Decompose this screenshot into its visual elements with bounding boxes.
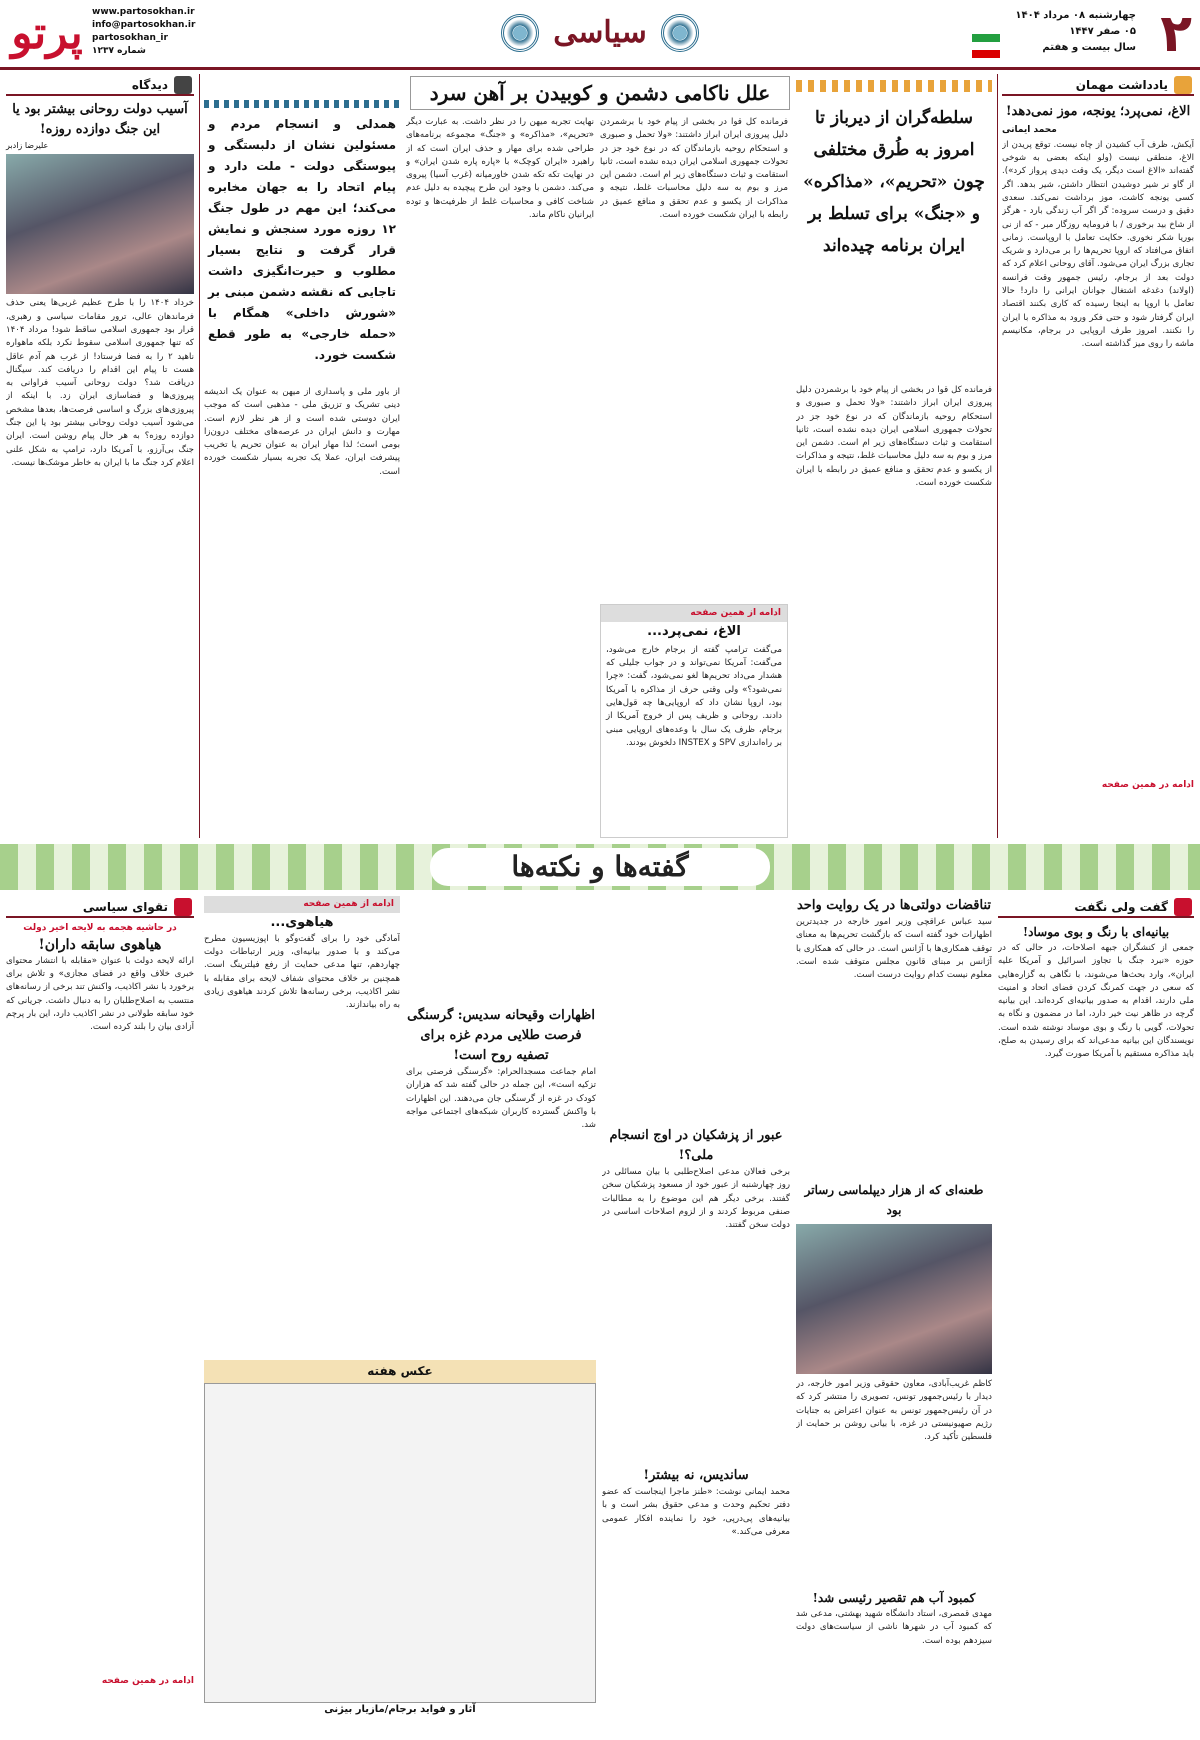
- newspaper-icon: [174, 898, 192, 916]
- continuation-box: [204, 896, 400, 1196]
- article-title: هیاهوی سابقه داران!: [38, 936, 162, 953]
- political-piety: [6, 896, 194, 1732]
- article-body: برخی فعالان مدعی اصلاح‌طلبی با بیان مسائلی در روز چهارشنبه از عبور خود از مسعود پزشکیان سخن گفتند. برخی دیگر هم این موضوع را به مطالبات صنفی مربوط کردند و از لزوم اصلاحات اساسی در دولت سخن گفتند.: [602, 1167, 790, 1231]
- article-title: اظهارات وقیحانه سدیس: گرسنگی فرصت طلایی مردم غزه برای تصفیه روح است!: [407, 1008, 595, 1063]
- cartoon-box: [204, 1360, 596, 1732]
- viewpoint: [6, 74, 194, 838]
- column-label: دیدگاه: [6, 74, 194, 96]
- article-body: ارائه لایحه دولت با عنوان «مقابله با انتشار محتوای خبری خلاف واقع در فضای مجازی» و تلاش برای برخورد با نشر اکاذیب، واکنش تند برخی از رسانه‌های منتسب به اصلاح‌طلبان را به دنبال داشت. جریانی که خود سابقه طولانی در نشر اکاذیب دارد، این بار پرچم آزادی بیان را بلند کرده است.: [6, 955, 194, 1033]
- cartoon-image: [204, 1383, 596, 1703]
- continuation-label: ادامه از همین صفحه: [601, 605, 787, 622]
- article-title: بیانیه‌ای با رنگ و بوی موساد!: [1022, 925, 1170, 939]
- article-body: آیکش، ظرف آب کشیدن از چاه نیست. توقع پریدن از الاغ، منطقی نیست (ولو اینکه بعضی به شوخی گفته‌اند «الاغ است دیگر، یک وقت دیدی پرواز کرد»). از گاو نر شیر دوشیدن انتظار داشتن، شیر بدهد. اگر کسی یونجه کاشت، موز برداشت نمی‌کند. سعدی دقیق و درست سروده: گر اگر آب زندگی بارد - هرگز از شاخ بید برخوری / با فرومایه روزگار مبر - که از نی بوریا شکر نخوری. حکایت تعامل با اروپاست. زمانی اتفاق می‌افتاد که اروپا تحریم‌ها را بر می‌دارد و شریک تجاری بزرگ ایران می‌شود. آقای روحانی اعلام کرد که دولت بعد از برجام، رئیس جمهور وقت فرانسه (اولاند) دغدغه اشتغال جوانان ایرانی را دارد! حالا تعامل با اروپا به اینجا رسیده که کاری بکنند اقتصاد ایران گرفتار شود و حتی فکر ورود به مذاکره با ایران را نکنند. امروز طرف اروپایی در برجام، مکانیسم ماشه را روی میز گذاشته است.: [1002, 139, 1194, 350]
- ornament-band: [204, 100, 400, 108]
- article-body: امام جماعت مسجدالحرام: «گرسنگی فرصتی برای تزکیه است»، این جمله در حالی گفته شد که هزاران کودک در غزه از گرسنگی جان می‌دهند. این اظهارات با واکنش گسترده کاربران شبکه‌های اجتماعی مواجه شد.: [406, 1067, 596, 1131]
- article-body: سید عباس عراقچی وزیر امور خارجه در جدیدترین اظهارات خود گفته است که بازگشت تحریم‌ها به معنای توقف همکاری‌ها با آژانس است. در حالی که همکاری با آژانس بر مبنای قانون مجلس متوقف شده است. معلوم نیست کدام روایت درست است.: [796, 917, 992, 981]
- divider: [199, 74, 200, 838]
- date-block: [1015, 8, 1136, 56]
- continuation-body: آمادگی خود را برای گفت‌وگو با اپوزیسیون مطرح می‌کند و با صدور بیانیه‌ای، وزیر ارتباطات دولت چهاردهم، تنها مدعی حمایت از رفع فیلترینگ است. همچنین بر خلاف محتوای شفاف لایحه برای مقابله با نشر اکاذیب، برخی رسانه‌ها تلاش کردند هیاهوی زیادی به راه بیاندازند.: [204, 933, 400, 1011]
- article-body: از باور ملی و پاسداری از میهن به عنوان یک اندیشه دینی تشریک و تزریق ملی - مذهبی است که موجب ایران دوستی شده است و از هر نظر لازم است. مهارت و دانش ایران در عرصه‌های مختلف درون‌زا بومی است؛ لذا مهار ایران به عنوان تحریم یا تخریب پیشرفت ایران، عملا یک تجربه بسیار شکست خورده است.: [204, 387, 400, 477]
- main-headline: علل ناکامی دشمن و کوبیدن بر آهن سرد: [410, 76, 790, 110]
- email-link[interactable]: info@partosokhan.ir: [92, 20, 196, 30]
- continue-link[interactable]: ادامه در همین صفحه: [101, 1675, 194, 1686]
- kicker: در حاشیه هجمه به لایحه اخیر دولت: [23, 923, 177, 933]
- article-body: فرمانده کل قوا در بخشی از پیام خود با برشمردن دلیل پیروزی ایران ابراز داشتند: «ولا تحمل و صبوری و استحکام روحیه بازماندگان که در نوع خود جز در تحولات جمهوری اسلامی ایران دیده نشده است، ثانیا استقامت و ثبات دستگاه‌های زیر ام است. دشمن این مرز و بوم به سه دلیل محاسبات غلط، نتیجه و مذاکرات از یکسو و عدم تحقق و منافع عمیق در رابطه با ایران شکست خورده است.: [600, 117, 788, 221]
- article-title: آسیب دولت روحانی بیشتر بود یا این جنگ دوازده روزه!: [12, 102, 188, 137]
- article-body: فرمانده کل قوا در بخشی از پیام خود با برشمردن دلیل پیروزی ایران ابراز داشتند: «ولا تحمل و صبوری و استحکام روحیه بازماندگان که در نوع خود جز در تحولات جمهوری اسلامی ایران دیده نشده است، ثانیا استقامت و ثبات دستگاه‌های زیر ام است. دشمن این مرز و بوم به سه دلیل محاسبات غلط، نتیجه و مذاکرات از یکسو و عدم تحقق و منافع عمیق در رابطه با ایران شکست خورده است.: [796, 385, 992, 489]
- article-title: الاغ، نمی‌پرد؛ یونجه، موز نمی‌دهد!: [1005, 104, 1191, 119]
- highlight-text: همدلی و انسجام مردم و مسئولین نشان از دلبستگی و پیوستگی دولت - ملت دارد و پیام اتحاد را به جهان مخابره می‌کند؛ این مهم در طول جنگ ۱۲ روزه مورد سنجش و نمایش قرار گرفت و نتایج بسیار مطلوب و حیرت‌انگیزی داشت تاجایی که نقشه دشمن مبنی بر «شورش داخلی» همگام با «حمله خارجی» به طور قطع شکست خورد.: [208, 117, 396, 362]
- page-header: [0, 0, 1200, 70]
- issue-number: شماره ۱۲۳۷: [92, 46, 146, 56]
- continuation-title: هیاهوی...: [270, 914, 334, 930]
- column-label: تقوای سیاسی: [6, 896, 194, 918]
- article-body: مهدی قمصری، استاد دانشگاه شهید بهشتی، مدعی شد که کمبود آب در شهرها ناشی از سیاست‌های دولت سیزدهم بوده است.: [796, 1609, 992, 1646]
- continue-link[interactable]: ادامه در همین صفحه: [1101, 779, 1194, 790]
- said-not-said: [998, 896, 1194, 1732]
- quote-text: سلطه‌گران از دیرباز تا امروز به طُرق مختلفی چون «تحریم»، «مذاکره» و «جنگ» برای تسلط بر ایران برنامه چیده‌اند: [803, 108, 985, 256]
- continuation-title: الاغ، نمی‌پرد...: [647, 623, 741, 639]
- highlight-box: [204, 100, 400, 376]
- ornament-band: [796, 80, 992, 92]
- article-body: کاظم غریب‌آبادی، معاون حقوقی وزیر امور خارجه، در دیدار با رئیس‌جمهور تونس، تصویری را منتشر کرد که در آن رئیس‌جمهور تونس به عنوان اعتراض به جنایات رژیم صهیونیستی در غزه، با بیانی روشن بر حمایت از فلسطین تأکید کرد.: [796, 1379, 992, 1443]
- banner-title: گفته‌ها و نکته‌ها: [430, 848, 770, 886]
- news-column: [406, 896, 596, 1196]
- pull-quote: [796, 80, 992, 380]
- author: محمد ایمانی: [1002, 125, 1057, 135]
- ornament-icon: [501, 14, 539, 52]
- article-title: ساندیس، نه بیشتر!: [643, 1468, 749, 1483]
- date-line: ۰۵ صفر ۱۴۴۷: [1069, 26, 1136, 37]
- guest-note: [1002, 74, 1194, 838]
- article-title: کمبود آب هم تقصیر رئیسی شد!: [812, 1591, 976, 1605]
- article-title: عبور از پزشکیان در اوج انسجام ملی؟!: [609, 1128, 783, 1163]
- cartoon-label: عکس هفته: [204, 1360, 596, 1383]
- continuation-label: ادامه از همین صفحه: [204, 896, 400, 913]
- author: علیرضا زادبر: [6, 141, 49, 150]
- article-body: جمعی از کنشگران جبهه اصلاحات، در حالی که در حوزه «نبرد جنگ با تجاوز اسرائیل و آمریکا علیه ایران»، وارد بحث‌ها می‌شوند، با نگاهی به گزاره‌هایی که سعی در جهت کمرنگ کردن فضای اتحاد و امنیت ملی دارند، اقدام به صدور بیانیه‌ای کرده‌اند. این بیانیه گرچه در ظاهر نیت خیر دارد، اما در مضمون و نگاه به تحولات، گویی با رنگ و بوی موساد نوشته شده است. نویسندگان این بیانیه مدعی‌اند که برای رسیدن به صلح، باید مذاکره مستقیم با آمریکا صورت گیرد.: [998, 943, 1194, 1060]
- article-title: تناقضات دولتی‌ها در یک روایت واحد: [796, 898, 992, 913]
- date-line: سال بیست و هفتم: [1042, 42, 1136, 53]
- logo: پرتو: [11, 8, 83, 59]
- page-number: ۲: [1160, 4, 1192, 64]
- glasses-icon: [174, 76, 192, 94]
- column-label: یادداشت مهمان: [1002, 74, 1194, 96]
- divider: [997, 74, 998, 838]
- news-column: [796, 896, 992, 1732]
- article-body: نهایت تجربه میهن را در نظر داشت. به عبارت دیگر «تحریم»، «مذاکره» و «جنگ» مجموعه برنامه‌های طراحی شده برای مهار و حذف ایران است که از راهبرد «ایران کوچک» با «پاره پاره شدن ایران» و در نهایت تکه تکه شدن خاورمیانه (غرب آسیا) پیروی می‌کند. دشمن با وجود این طرح پیچیده به دلیل عدم شناخت کافی و محاسبات غلط از ظرفیت‌ها و توده ایرانیان ناکام ماند.: [406, 117, 594, 221]
- article-body: خرداد ۱۴۰۴ را با طرح عظیم غربی‌ها یعنی حذف فرماندهان عالی، ترور مقامات سیاسی و رهبری، قرار بود جمهوری اسلامی ساقط شود! مرداد ۱۴۰۴ که تنها جمهوری اسلامی سقوط نکرد بلکه ماهواره ناهید ۲ را به فضا فرستاد! از غرب هم آدم عاقل هست تا پیام این اقدام را دریافت کند. سیگنال دریافت شد؟ دولت روحانی آسیب فراوانی به پیروزی‌ها و فضاسازی ایران زد. با اینکه از پیروزی‌های بزرگ و اساسی فرصت‌ها، بعدها مشخص می‌شود آسیب دولت روحانی بیشتر بود یا این جنگ دوازده روزه؟ به هر حال پیام روشن است. ایران جنگ بی‌آرزو، با آمریکا دارد، ترامپ به شکل علنی اعلام کرد جنگ ما با ایران به خاطر موشک‌ها نیست.: [6, 298, 194, 468]
- contact-info: [92, 6, 195, 58]
- megaphone-icon: [1174, 898, 1192, 916]
- section-title: [480, 8, 720, 58]
- news-photo: [796, 1224, 992, 1374]
- column-label: گفت ولی نگفت: [998, 896, 1194, 918]
- continuation-body: می‌گفت ترامپ گفته از برجام خارج می‌شود، می‌گفت: آمریکا نمی‌تواند و در جواب جلیلی که هشدار می‌داد تحریم‌ها لغو نمی‌شود، گفت: «چرا نمی‌شود؟» ولی وقتی حرف از مذاکره با آمریکا بود، اروپا نشان داد که اروپایی‌ها چه قول‌هایی دادند. روحانی و ظریف پس از خروج آمریکا از برجام، ظرف یک سال با وعده‌های اروپایی مبنی بر راه‌اندازی SPV و INSTEX دلخوش بودند.: [606, 644, 782, 748]
- section-banner: [0, 844, 1200, 890]
- news-photo: [6, 154, 194, 294]
- news-column: [602, 896, 790, 1732]
- note-icon: [1174, 76, 1192, 94]
- website-link[interactable]: www.partosokhan.ir: [92, 7, 195, 17]
- continuation-box: [600, 604, 788, 838]
- section-name: سیاسی: [553, 14, 647, 50]
- iran-flag-icon: [972, 34, 1000, 58]
- article-body: محمد ایمانی نوشت: «طنز ماجرا اینجاست که عضو دفتر تحکیم وحدت و مدعی حقوق بشر است و با بیانیه‌های پی‌درپی، خود را نماینده افکار عمومی معرفی می‌کند.»: [602, 1487, 790, 1537]
- social-handle[interactable]: partosokhan_ir: [92, 33, 168, 43]
- date-line: چهارشنبه ۰۸ مرداد ۱۴۰۴: [1015, 10, 1136, 21]
- ornament-icon: [661, 14, 699, 52]
- photo-headline: طعنه‌ای که از هزار دیپلماسی رساتر بود: [804, 1183, 984, 1217]
- cartoon-caption: آثار و فواید برجام/مازیار بیژنی: [324, 1704, 476, 1716]
